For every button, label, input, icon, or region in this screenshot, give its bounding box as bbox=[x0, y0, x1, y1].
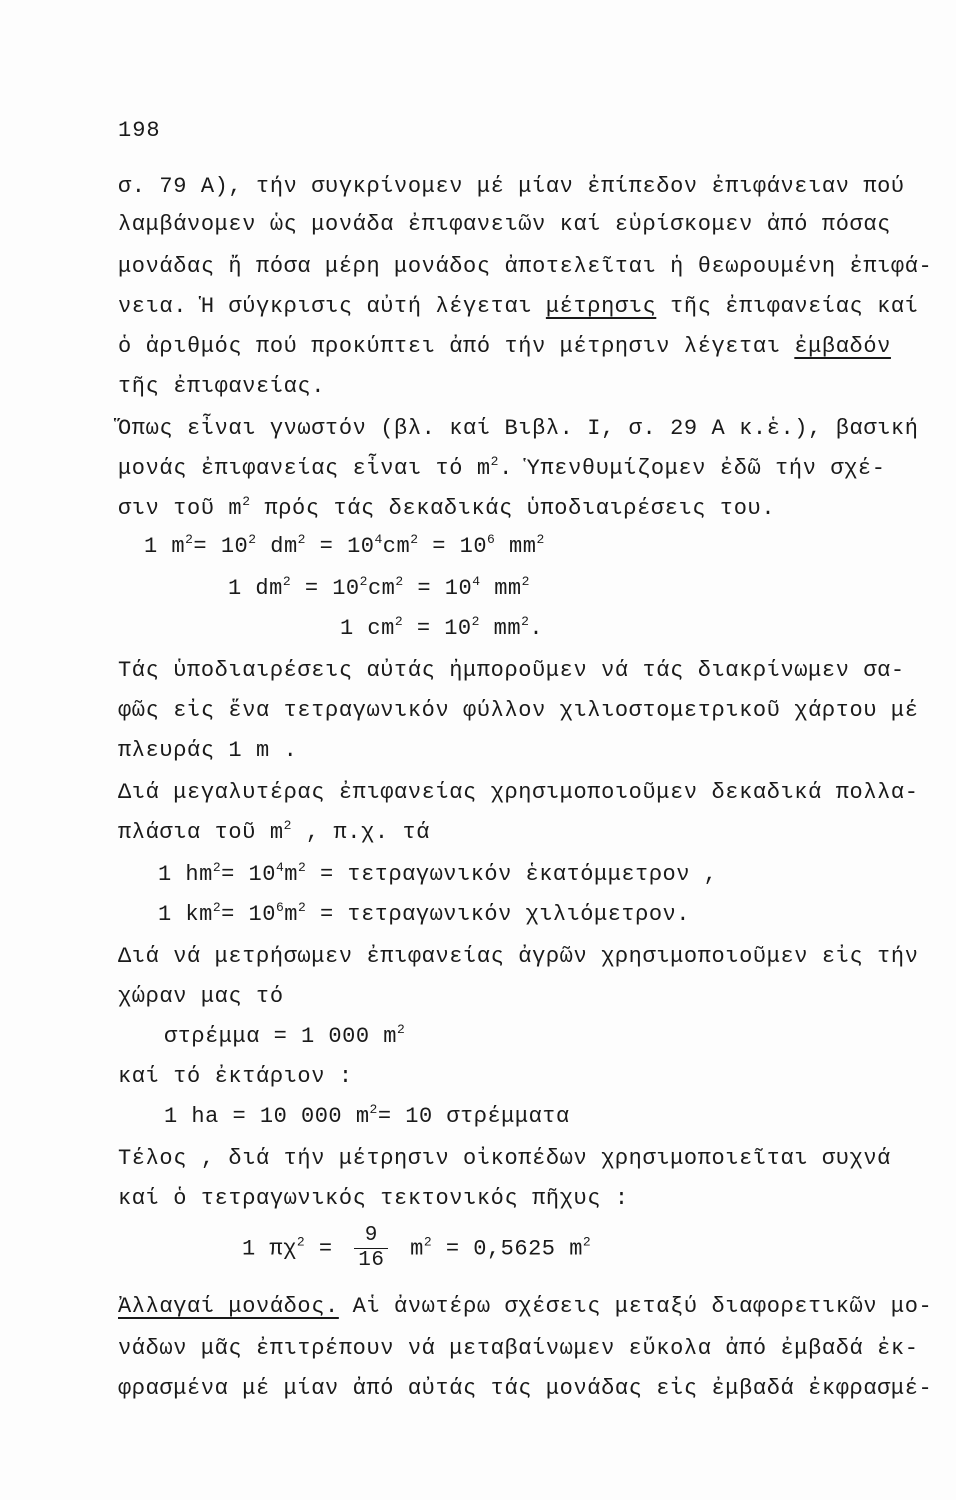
formula-part: m bbox=[284, 862, 298, 887]
text-line-2: λαμβάνομεν ὡς μονάδα ἐπιφανειῶν καί εὑρίσκομεν ἀπό πόσας bbox=[118, 212, 891, 237]
formula-part: dm bbox=[256, 534, 298, 559]
formula-part: mm bbox=[479, 616, 522, 641]
formula-km2 bbox=[158, 900, 690, 930]
formula-hectare bbox=[164, 1102, 570, 1132]
superscript: 2 bbox=[490, 454, 500, 469]
superscript: 2 bbox=[283, 818, 293, 833]
page-number: 198 bbox=[118, 118, 161, 143]
superscript: 6 bbox=[487, 532, 496, 547]
superscript: 2 bbox=[185, 532, 194, 547]
formula-part: = 10 bbox=[418, 534, 488, 559]
formula-part: m bbox=[396, 1236, 424, 1262]
text-line-15: πλευράς 1 m . bbox=[118, 738, 298, 763]
text-line-9-start: σιν τοῦ m bbox=[118, 496, 243, 521]
superscript: 2 bbox=[471, 614, 480, 629]
superscript: 2 bbox=[396, 1022, 406, 1037]
superscript: 6 bbox=[275, 900, 285, 915]
superscript: 2 bbox=[521, 574, 530, 589]
text-line-3: μονάδας ἤ πόσα μέρη μονάδος ἀποτελεῖται ἡ θεωρουμένη ἐπιφά- bbox=[118, 254, 933, 279]
superscript: 2 bbox=[212, 900, 222, 915]
formula-cm2 bbox=[340, 614, 543, 644]
formula-hm2 bbox=[158, 860, 717, 890]
text-line-17-start: πλάσια τοῦ m bbox=[118, 820, 284, 845]
formula-part: mm bbox=[495, 534, 537, 559]
text-line-4-end: τῆς ἐπιφανείας καί bbox=[656, 294, 919, 319]
formula-part: 1 πχ bbox=[242, 1236, 297, 1262]
superscript: 2 bbox=[359, 574, 368, 589]
superscript: 4 bbox=[275, 860, 285, 875]
superscript: 2 bbox=[242, 494, 251, 509]
superscript: 2 bbox=[248, 532, 257, 547]
formula-part: m bbox=[284, 902, 298, 927]
formula-part: στρέμμα = 1 000 m bbox=[164, 1024, 397, 1049]
superscript: 2 bbox=[297, 860, 307, 875]
formula-part: mm bbox=[480, 576, 522, 601]
superscript: 2 bbox=[297, 532, 306, 547]
text-line-4-start: νεια. Ἡ σύγκρισις αὐτή λέγεται bbox=[118, 294, 546, 319]
formula-part: = 10 bbox=[403, 576, 473, 601]
formula-part: . bbox=[529, 616, 544, 641]
text-line-14: φῶς εἰς ἕνα τετραγωνικόν φύλλον χιλιοστομετρικοῦ χάρτου μέ bbox=[118, 698, 919, 723]
formula-part: = 10 bbox=[221, 902, 276, 927]
text-line-23: καί τό ἐκτάριον : bbox=[118, 1064, 353, 1089]
text-line-21: χώραν μας τό bbox=[118, 984, 284, 1009]
formula-part: = 10 bbox=[403, 616, 472, 641]
formula-part: = 10 bbox=[305, 534, 375, 559]
formula-part: 1 ha = 10 000 m bbox=[164, 1104, 370, 1129]
superscript: 2 bbox=[536, 532, 545, 547]
formula-part: = τετραγωνικόν ἑκατόμμετρον , bbox=[306, 862, 718, 887]
formula-part: 1 km bbox=[158, 902, 213, 927]
formula-part: 1 m bbox=[144, 534, 186, 559]
formula-stremma bbox=[164, 1022, 405, 1052]
superscript: 2 bbox=[282, 574, 292, 589]
text-line-26: καί ὁ τετραγωνικός τεκτονικός πῆχυς : bbox=[118, 1186, 629, 1211]
formula-part: = τετραγωνικόν χιλιόμετρον. bbox=[306, 902, 690, 927]
formula-m2 bbox=[144, 532, 545, 562]
text-line-9-end: πρός τάς δεκαδικάς ὑποδιαιρέσεις του. bbox=[250, 496, 776, 521]
formula-part: = bbox=[305, 1236, 347, 1262]
text-line-8 bbox=[118, 454, 886, 484]
text-line-28 bbox=[118, 1292, 932, 1322]
formula-part: 1 hm bbox=[158, 862, 213, 887]
fraction-denominator: 16 bbox=[358, 1249, 385, 1272]
text-line-9 bbox=[118, 494, 775, 524]
superscript: 2 bbox=[582, 1234, 592, 1250]
superscript: 2 bbox=[394, 614, 404, 629]
formula-part: = 10 bbox=[221, 862, 276, 887]
formula-part: cm bbox=[367, 576, 396, 601]
text-line-8-end: . Ὑπενθυμίζομεν ἐδῶ τήν σχέ- bbox=[499, 456, 886, 481]
term-emvadon: ἐμβαδόν bbox=[794, 334, 891, 359]
text-line-13: Τάς ὑποδιαιρέσεις αὐτάς ἠμποροῦμεν νά τάς διακρίνωμεν σα- bbox=[118, 658, 905, 683]
formula-part: = 10 bbox=[291, 576, 360, 601]
superscript: 2 bbox=[410, 532, 419, 547]
text-line-28-end: Αἱ ἀνωτέρω σχέσεις μεταξύ διαφορετικῶν μο- bbox=[338, 1294, 933, 1319]
formula-part: 1 dm bbox=[228, 576, 283, 601]
formula-part: 1 cm bbox=[340, 616, 395, 641]
text-line-17-end: , π.χ. τά bbox=[292, 820, 431, 845]
superscript: 4 bbox=[472, 574, 481, 589]
text-line-6: τῆς ἐπιφανείας. bbox=[118, 374, 326, 399]
text-line-5 bbox=[118, 332, 891, 362]
formula-pichys bbox=[242, 1224, 591, 1273]
formula-part: = 10 στρέμματα bbox=[377, 1104, 570, 1129]
term-metrisis: μέτρησις bbox=[545, 294, 657, 319]
superscript: 2 bbox=[395, 574, 404, 589]
text-line-16: Διά μεγαλυτέρας ἐπιφανείας χρησιμοποιοῦμεν δεκαδικά πολλα- bbox=[118, 780, 919, 805]
section-heading-unit-change: Ἀλλαγαί μονάδος. bbox=[118, 1294, 339, 1319]
text-line-30: φρασμένα μέ μίαν ἀπό αὐτάς τάς μονάδας εἰς ἐμβαδά ἐκφρασμέ- bbox=[118, 1376, 933, 1401]
text-line-20: Διά νά μετρήσωμεν ἐπιφανείας ἀγρῶν χρησιμοποιοῦμεν εἰς τήν bbox=[118, 944, 919, 969]
text-line-1: σ. 79 Α), τήν συγκρίνομεν μέ μίαν ἐπίπεδον ἐπιφάνειαν πού bbox=[118, 174, 905, 199]
text-line-29: νάδων μᾶς ἐπιτρέπουν νά μεταβαίνωμεν εὔκολα ἀπό ἐμβαδά ἐκ- bbox=[118, 1336, 919, 1361]
superscript: 4 bbox=[374, 532, 383, 547]
fraction bbox=[354, 1224, 388, 1273]
formula-part: cm bbox=[382, 534, 411, 559]
text-line-17 bbox=[118, 818, 430, 848]
superscript: 2 bbox=[297, 900, 307, 915]
text-line-4 bbox=[118, 292, 919, 322]
superscript: 2 bbox=[521, 614, 530, 629]
formula-part: = 0,5625 m bbox=[432, 1236, 583, 1262]
superscript: 2 bbox=[296, 1234, 306, 1250]
text-line-7: Ὅπως εἶναι γνωστόν (βλ. καί Βιβλ. Ι, σ. 29 Α κ.ἑ.), βασική bbox=[118, 416, 919, 441]
formula-dm2 bbox=[228, 574, 530, 604]
text-line-8-start: μονάς ἐπιφανείας εἶναι τό m bbox=[118, 456, 491, 481]
text-line-5-start: ὁ ἀριθμός πού προκύπτει ἀπό τήν μέτρησιν λέγεται bbox=[118, 334, 795, 359]
text-line-25: Τέλος , διά τήν μέτρησιν οἰκοπέδων χρησιμοποιεῖται συχνά bbox=[118, 1146, 891, 1171]
fraction-numerator: 9 bbox=[354, 1224, 388, 1249]
superscript: 2 bbox=[423, 1234, 433, 1250]
superscript: 2 bbox=[212, 860, 222, 875]
formula-part: = 10 bbox=[193, 534, 249, 559]
superscript: 2 bbox=[369, 1102, 378, 1117]
